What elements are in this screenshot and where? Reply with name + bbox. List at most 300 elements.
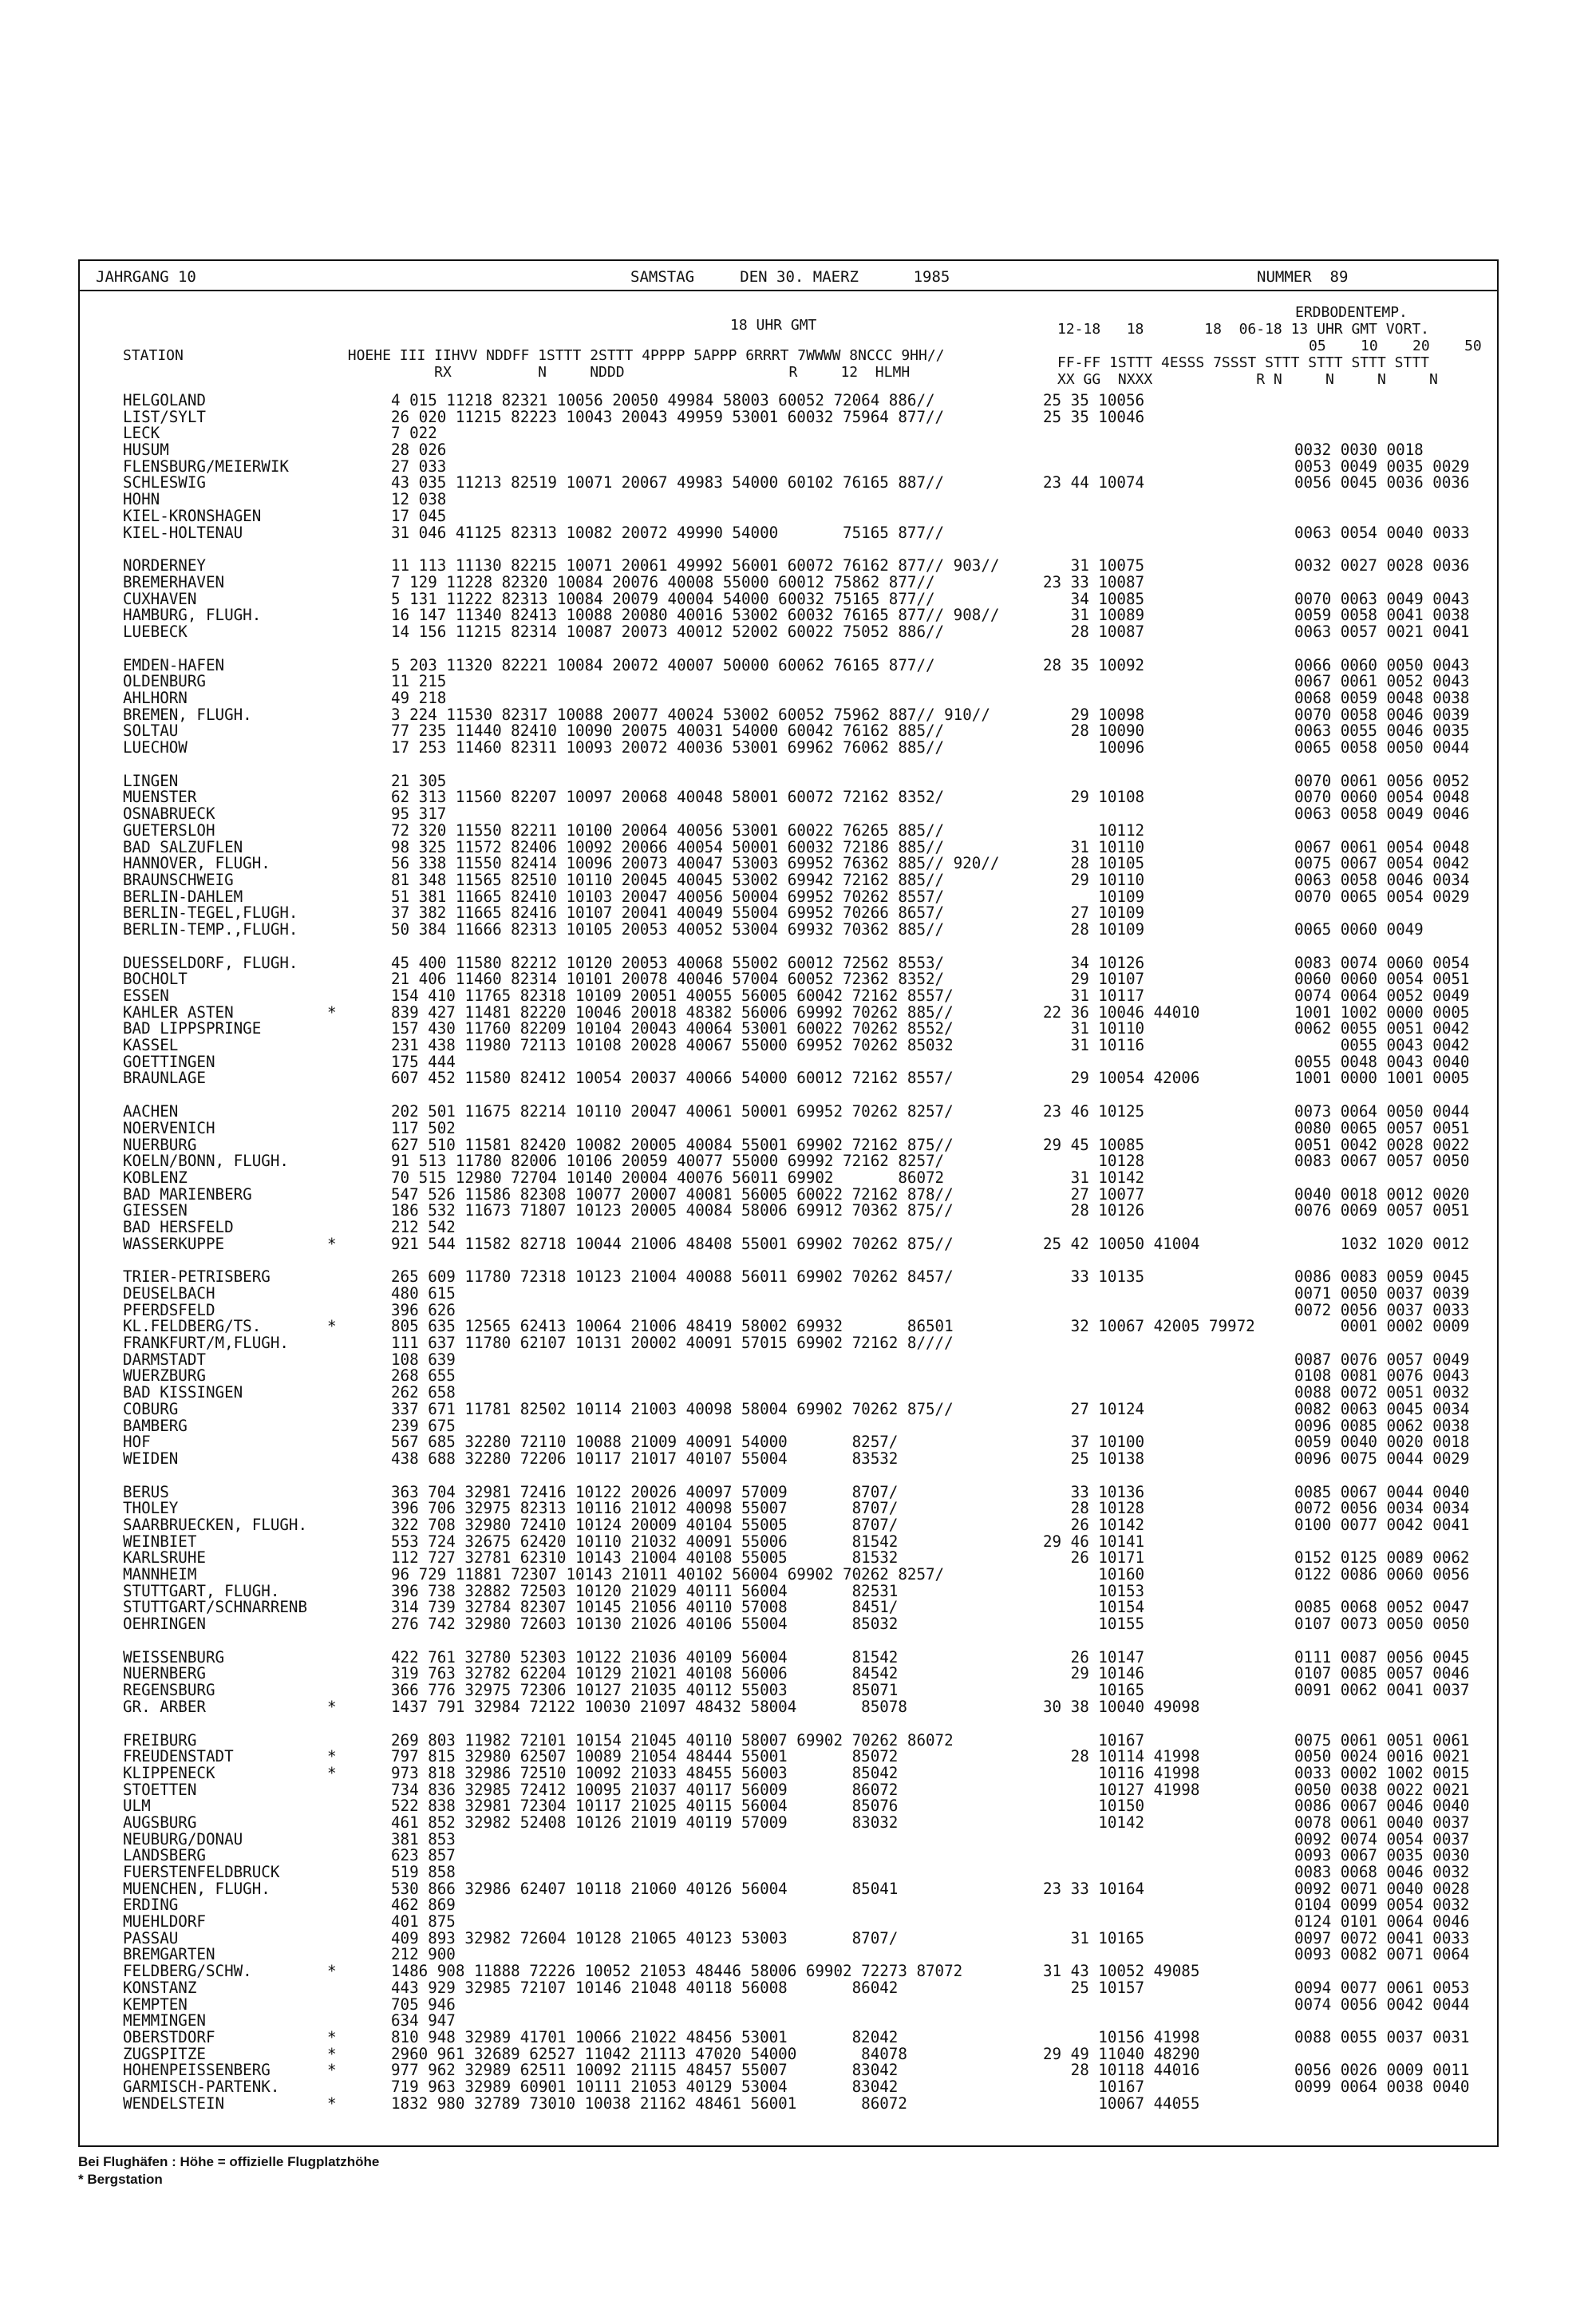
wind-temp-groups: 25 10157 [1043, 1978, 1145, 1997]
wind-temp-groups: 30 38 10040 49098 [1043, 1697, 1200, 1716]
soil-temp-values: 0051 0042 0028 0022 [1294, 1135, 1470, 1154]
table-row [80, 1947, 1497, 1963]
soil-temp-values: 0108 0081 0076 0043 [1294, 1366, 1470, 1386]
mountain-marker: * [327, 1317, 337, 1336]
observation-groups: 363 704 32981 72416 10122 20026 40097 57009 8707/ [391, 1482, 899, 1501]
station-name: KEMPTEN [123, 1995, 188, 2014]
soil-temp-values: 0066 0060 0050 0043 [1294, 655, 1470, 674]
station-name: GOETTINGEN [123, 1052, 215, 1071]
station-name: BREMGARTEN [123, 1945, 215, 1964]
station-name: HOHN [123, 490, 160, 509]
soil-temp-values: 0091 0062 0041 0037 [1294, 1681, 1470, 1700]
observation-groups: 231 438 11980 72113 10108 20028 40067 55000 69952 70262 85032 [391, 1036, 954, 1055]
station-name: LIST/SYLT [123, 407, 206, 426]
wind-temp-groups: 27 10077 [1043, 1184, 1145, 1204]
station-table [80, 393, 1497, 2112]
observation-groups: 45 400 11580 82212 10120 20053 40068 55002 60012 72562 8553/ [391, 953, 945, 972]
station-name: KAHLER ASTEN [123, 1002, 234, 1022]
table-row [80, 1451, 1497, 1468]
column-codes: STATION HOEHE III IIHVV NDDFF 1STTT 2STTT 4PPPP 5APPP 6RRRT 7WWWW 8NCCC 9HH// [123, 347, 954, 364]
table-row [80, 1418, 1497, 1435]
table-row [80, 837, 1497, 856]
soil-temp-values: 0083 0067 0057 0050 [1294, 1152, 1470, 1171]
table-row [80, 1286, 1497, 1303]
soil-temp-values: 0097 0072 0041 0033 [1294, 1928, 1470, 1947]
observation-groups: 62 313 11560 82207 10097 20068 40048 58001 60072 72162 8352/ [391, 788, 945, 807]
table-row [80, 1153, 1497, 1170]
soil-temp-values: 0065 0058 0050 0044 [1294, 738, 1470, 757]
soil-temp-values: 0040 0018 0012 0020 [1294, 1184, 1470, 1204]
wind-temp-groups: 29 10098 [1043, 705, 1145, 724]
table-row [80, 1482, 1497, 1501]
soil-temp-values: 0086 0067 0046 0040 [1294, 1797, 1470, 1816]
station-name: STUTTGART/SCHNARRENB [123, 1598, 308, 1617]
table-row [80, 475, 1497, 492]
table-row [80, 1335, 1497, 1352]
station-name: BERLIN-DAHLEM [123, 887, 243, 906]
soil-temp-values: 0111 0087 0056 0045 [1294, 1647, 1470, 1667]
table-row [80, 806, 1497, 823]
table-row [80, 1038, 1497, 1054]
soil-temp-values: 0096 0075 0044 0029 [1294, 1449, 1470, 1468]
station-name: BERUS [123, 1482, 169, 1501]
station-name: KIEL-HOLTENAU [123, 523, 243, 542]
wind-temp-groups: 10153 [1043, 1581, 1145, 1600]
soil-temp-values: 0056 0026 0009 0011 [1294, 2061, 1470, 2080]
wind-temp-groups: 10165 [1043, 1681, 1145, 1700]
observation-groups: 522 838 32981 72304 10117 21025 40115 56004 85076 [391, 1797, 899, 1816]
station-name: GIESSEN [123, 1201, 188, 1220]
station-name: MEMMINGEN [123, 2011, 206, 2030]
soil-temp-values: 0075 0067 0054 0042 [1294, 854, 1470, 873]
table-row [80, 1170, 1497, 1187]
soil-depth-headings: 05 10 20 50 [1309, 338, 1482, 354]
soil-temp-values: 0085 0068 0052 0047 [1294, 1598, 1470, 1617]
table-row [80, 988, 1497, 1005]
station-name: NOERVENICH [123, 1118, 215, 1137]
wind-temp-groups: 31 43 10052 49085 [1043, 1962, 1200, 1981]
wind-temp-groups: 28 10118 44016 [1043, 2061, 1200, 2080]
table-row [80, 1118, 1497, 1137]
wind-temp-groups: 23 44 10074 [1043, 473, 1145, 492]
observation-groups: 49 218 [391, 689, 447, 707]
observation-groups: 734 836 32985 72412 10095 21037 40117 56009 86072 [391, 1780, 899, 1799]
station-name: HELGOLAND [123, 391, 206, 409]
table-row [80, 607, 1497, 624]
observation-groups: 17 045 [391, 506, 447, 525]
wind-temp-groups: 10116 41998 [1043, 1763, 1200, 1782]
column-subcodes: RX N NDDD R 12 HLMH [123, 364, 911, 381]
soil-temp-values: 0086 0083 0059 0045 [1294, 1267, 1470, 1287]
soil-temp-values: 0062 0055 0051 0042 [1294, 1019, 1470, 1038]
soil-temp-values: 0072 0056 0037 0033 [1294, 1300, 1470, 1319]
observation-groups: 719 963 32989 60901 10111 21053 40129 53004 83042 [391, 2077, 899, 2096]
station-name: AHLHORN [123, 689, 188, 707]
soil-temp-values: 0001 0002 0009 [1294, 1317, 1470, 1336]
table-row [80, 558, 1497, 575]
station-name: PASSAU [123, 1928, 179, 1947]
table-row [80, 2062, 1497, 2079]
station-name: BAD HERSFELD [123, 1217, 234, 1236]
wind-temp-groups: 29 45 10085 [1043, 1135, 1145, 1154]
observation-groups: 70 515 12980 72704 10140 20004 40076 56011 69902 86072 [391, 1168, 945, 1187]
station-name: BAMBERG [123, 1416, 188, 1435]
soil-temp-values: 0063 0058 0049 0046 [1294, 805, 1470, 824]
observation-groups: 31 046 41125 82313 10082 20072 49990 54000 75165 877// [391, 523, 945, 542]
table-row [80, 442, 1497, 459]
table-row [80, 1682, 1497, 1699]
station-name: REGENSBURG [123, 1681, 215, 1700]
table-row [80, 572, 1497, 591]
mountain-marker: * [327, 1747, 337, 1766]
wind-temp-groups: 10155 [1043, 1615, 1145, 1634]
station-name: BOCHOLT [123, 970, 188, 989]
soil-temp-values: 0070 0065 0054 0029 [1294, 887, 1470, 906]
observation-groups: 157 430 11760 82209 10104 20043 40064 53001 60022 70262 8552/ [391, 1019, 954, 1038]
weather-table-sheet [78, 259, 1499, 2147]
table-row [80, 1434, 1497, 1451]
wind-temp-groups: 33 10136 [1043, 1482, 1145, 1501]
soil-temp-values: 0088 0055 0037 0031 [1294, 2027, 1470, 2046]
wind-temp-groups: 29 10107 [1043, 970, 1145, 989]
observation-groups: 567 685 32280 72110 10088 21009 40091 54000 8257/ [391, 1433, 899, 1452]
table-row [80, 508, 1497, 525]
observation-groups: 96 729 11881 72307 10143 21011 40102 56004 69902 70262 8257/ [391, 1565, 945, 1584]
soil-temp-values: 0070 0060 0054 0048 [1294, 788, 1470, 807]
table-row [80, 740, 1497, 757]
wind-temp-groups: 28 10126 [1043, 1201, 1145, 1220]
table-row [80, 674, 1497, 690]
observation-groups: 921 544 11582 82718 10044 21006 48408 55001 69902 70262 875// [391, 1234, 954, 1253]
station-name: KLIPPENECK [123, 1763, 215, 1782]
table-row [80, 1002, 1497, 1022]
wind-temp-groups: 10127 41998 [1043, 1780, 1200, 1799]
right-time-headings: 12-18 18 18 06-18 13 UHR GMT VORT. [1057, 321, 1429, 338]
observation-groups: 627 510 11581 82420 10082 20005 40084 55001 69902 72162 875// [391, 1135, 954, 1154]
wind-temp-groups: 28 10128 [1043, 1499, 1145, 1518]
soil-temp-values: 0107 0085 0057 0046 [1294, 1664, 1470, 1683]
soil-temp-values: 0063 0058 0046 0034 [1294, 870, 1470, 889]
table-row [80, 1997, 1497, 2014]
wind-temp-groups: 29 10108 [1043, 788, 1145, 807]
wind-temp-groups: 23 46 10125 [1043, 1102, 1145, 1121]
station-name: BRAUNSCHWEIG [123, 870, 234, 889]
station-name: LUEBECK [123, 622, 188, 641]
station-name: MANNHEIM [123, 1565, 197, 1584]
station-name: WEIDEN [123, 1449, 179, 1468]
soil-temp-heading: ERDBODENTEMP. [1295, 304, 1408, 321]
soil-temp-values: 0087 0076 0057 0049 [1294, 1350, 1470, 1369]
observation-groups: 1486 908 11888 72226 10052 21053 48446 58006 69902 72273 87072 [391, 1962, 963, 1981]
station-name: NORDERNEY [123, 556, 206, 575]
group-spacer [80, 939, 1497, 955]
observation-groups: 186 532 11673 71807 10123 20005 40084 58006 69912 70362 875// [391, 1201, 954, 1220]
station-name: KASSEL [123, 1036, 179, 1055]
group-spacer [80, 641, 1497, 658]
table-row [80, 425, 1497, 442]
station-name: GR. ARBER [123, 1697, 206, 1716]
soil-temp-values: 0122 0086 0060 0056 [1294, 1565, 1470, 1584]
table-row [80, 2046, 1497, 2063]
station-name: LECK [123, 424, 160, 443]
table-row [80, 1980, 1497, 1997]
observation-groups: 547 526 11586 82308 10077 20007 40081 56005 60022 72162 878// [391, 1184, 954, 1204]
station-name: FREUDENSTADT [123, 1747, 234, 1766]
observation-groups: 14 156 11215 82314 10087 20073 40012 52002 60022 75052 886// [391, 622, 945, 641]
observation-groups: 396 626 [391, 1300, 456, 1319]
table-row [80, 1914, 1497, 1931]
observation-groups: 2960 961 32689 62527 11042 21113 47020 54000 84078 [391, 2044, 907, 2063]
observation-groups: 1437 791 32984 72122 10030 21097 48432 58004 85078 [391, 1697, 907, 1716]
wind-temp-groups: 10160 [1043, 1565, 1145, 1584]
station-name: NEUBURG/DONAU [123, 1829, 243, 1848]
wind-temp-groups: 27 10124 [1043, 1399, 1145, 1418]
station-name: SAARBRUECKEN, FLUGH. [123, 1515, 308, 1534]
soil-temp-values: 0059 0040 0020 0018 [1294, 1433, 1470, 1452]
soil-temp-values: 0092 0071 0040 0028 [1294, 1879, 1470, 1898]
station-name: FLENSBURG/MEIERWIK [123, 457, 289, 476]
observation-groups: 797 815 32980 62507 10089 21054 48444 55001 85072 [391, 1747, 899, 1766]
station-name: WEISSENBURG [123, 1647, 225, 1667]
observation-groups: 5 131 11222 82313 10084 20079 40004 54000 60032 75165 877// [391, 589, 935, 608]
table-row [80, 1928, 1497, 1947]
observation-groups: 396 706 32975 82313 10116 21012 40098 55007 8707/ [391, 1499, 899, 1518]
observation-groups: 314 739 32784 82307 10145 21056 40110 57008 8451/ [391, 1598, 899, 1617]
wind-temp-groups: 25 35 10046 [1043, 407, 1145, 426]
observation-groups: 51 381 11665 82410 10103 20047 40056 50004 69952 70262 8557/ [391, 887, 945, 906]
mountain-marker: * [327, 1962, 337, 1981]
table-row [80, 1054, 1497, 1071]
observation-groups: 409 893 32982 72604 10128 21065 40123 53003 8707/ [391, 1928, 899, 1947]
table-row [80, 955, 1497, 972]
mountain-marker: * [327, 1002, 337, 1022]
observation-groups: 81 348 11565 82510 10110 20045 40045 53002 69942 72162 885// [391, 870, 945, 889]
soil-temp-values: 0093 0082 0071 0064 [1294, 1945, 1470, 1964]
observation-groups: 77 235 11440 82410 10090 20075 40031 54000 60042 76162 885// [391, 722, 945, 741]
soil-temp-values: 0070 0058 0046 0039 [1294, 705, 1470, 724]
table-row [80, 1798, 1497, 1815]
soil-temp-values: 0033 0002 1002 0015 [1294, 1763, 1470, 1782]
footnote-mountain-station: * Bergstation [78, 2172, 163, 2187]
station-name: WUERZBURG [123, 1366, 206, 1386]
mountain-marker: * [327, 1697, 337, 1716]
observation-groups: 21 406 11460 82314 10101 20078 40046 57004 60052 72362 8352/ [391, 970, 945, 989]
soil-temp-values: 0075 0061 0051 0061 [1294, 1730, 1470, 1750]
soil-temp-values: 0050 0024 0016 0021 [1294, 1747, 1470, 1766]
station-name: HUSUM [123, 441, 169, 460]
station-name: BRAUNLAGE [123, 1069, 206, 1088]
station-name: MUENSTER [123, 788, 197, 807]
table-row [80, 1319, 1497, 1335]
wind-temp-groups: 34 10085 [1043, 589, 1145, 608]
footnotes [78, 2153, 379, 2188]
soil-temp-values: 0063 0054 0040 0033 [1294, 523, 1470, 542]
table-row [80, 1217, 1497, 1236]
station-name: ERDING [123, 1896, 179, 1915]
soil-temp-values: 0078 0061 0040 0037 [1294, 1813, 1470, 1832]
table-row [80, 1782, 1497, 1799]
observation-groups: 319 763 32782 62204 10129 21021 40108 56006 84542 [391, 1664, 899, 1683]
station-name: BERLIN-TEMP.,FLUGH. [123, 919, 298, 939]
wind-temp-groups: 28 10114 41998 [1043, 1747, 1200, 1766]
table-row [80, 1236, 1497, 1253]
table-row [80, 624, 1497, 641]
station-name: CUXHAVEN [123, 589, 197, 608]
table-row [80, 2027, 1497, 2046]
observation-groups: 839 427 11481 82220 10046 20018 48382 56006 69992 70262 885// [391, 1002, 954, 1022]
observation-groups: 12 038 [391, 490, 447, 509]
station-name: BAD SALZUFLEN [123, 837, 243, 856]
station-name: WASSERKUPPE [123, 1234, 225, 1253]
station-name: LANDSBERG [123, 1846, 206, 1865]
table-row [80, 919, 1497, 939]
time-heading: 18 UHR GMT [730, 317, 817, 334]
station-name: HOF [123, 1433, 151, 1452]
observation-groups: 3 224 11530 82317 10088 20077 40024 53002 60052 75962 887// 910// [391, 705, 990, 724]
table-row [80, 1385, 1497, 1402]
soil-temp-values: 0071 0050 0037 0039 [1294, 1284, 1470, 1303]
soil-temp-values: 0085 0067 0044 0040 [1294, 1482, 1470, 1501]
soil-temp-values: 0067 0061 0054 0048 [1294, 837, 1470, 856]
soil-temp-values: 0059 0058 0041 0038 [1294, 606, 1470, 625]
wind-temp-groups: 29 10110 [1043, 870, 1145, 889]
station-name: ULM [123, 1797, 151, 1816]
observation-groups: 461 852 32982 52408 10126 21019 40119 57009 83032 [391, 1813, 899, 1832]
observation-groups: 337 671 11781 82502 10114 21003 40098 58004 69902 70262 875// [391, 1399, 954, 1418]
station-name: AACHEN [123, 1102, 179, 1121]
observation-groups: 202 501 11675 82214 10110 20047 40061 50001 69952 70262 8257/ [391, 1102, 954, 1121]
station-name: DARMSTADT [123, 1350, 206, 1369]
station-name: OBERSTDORF [123, 2027, 215, 2046]
wind-temp-groups: 32 10067 42005 79972 [1043, 1317, 1255, 1336]
observation-groups: 212 900 [391, 1945, 456, 1964]
wind-temp-groups: 25 10138 [1043, 1449, 1145, 1468]
observation-groups: 519 858 [391, 1863, 456, 1881]
wind-temp-groups: 29 46 10141 [1043, 1532, 1145, 1551]
observation-groups: 366 776 32975 72306 10127 21035 40112 55003 85071 [391, 1681, 899, 1700]
station-name: DUESSELDORF, FLUGH. [123, 953, 298, 972]
table-row [80, 2096, 1497, 2113]
table-row [80, 1534, 1497, 1551]
observation-groups: 322 708 32980 72410 10124 20009 40104 55005 8707/ [391, 1515, 899, 1534]
table-row [80, 1666, 1497, 1682]
table-row [80, 1500, 1497, 1517]
station-name: FELDBERG/SCHW. [123, 1962, 252, 1981]
group-spacer [80, 1633, 1497, 1650]
observation-groups: 269 803 11982 72101 10154 21045 40110 58007 69902 70262 86072 [391, 1730, 954, 1750]
wind-temp-groups: 26 10171 [1043, 1548, 1145, 1568]
soil-temp-values: 0083 0074 0060 0054 [1294, 953, 1470, 972]
table-row [80, 591, 1497, 608]
wind-temp-groups: 33 10135 [1043, 1267, 1145, 1287]
observation-groups: 268 655 [391, 1366, 456, 1386]
table-row [80, 1399, 1497, 1418]
table-row [80, 707, 1497, 724]
table-row [80, 1070, 1497, 1087]
station-name: BERLIN-TEGEL,FLUGH. [123, 903, 298, 923]
table-row [80, 1184, 1497, 1204]
station-name: NUERBURG [123, 1135, 197, 1154]
group-spacer [80, 757, 1497, 773]
observation-groups: 805 635 12565 62413 10064 21006 48419 58002 69932 86501 [391, 1317, 954, 1336]
station-name: KL.FELDBERG/TS. [123, 1317, 262, 1336]
group-spacer [80, 1252, 1497, 1269]
observation-groups: 56 338 11550 82414 10096 20073 40047 53003 69952 76362 885// 920// [391, 854, 1000, 873]
wind-temp-groups: 10167 [1043, 1730, 1145, 1750]
soil-temp-values: 0092 0074 0054 0037 [1294, 1829, 1470, 1848]
observation-groups: 1832 980 32789 73010 10038 21162 48461 56001 86072 [391, 2094, 907, 2113]
station-name: OSNABRUECK [123, 805, 215, 824]
soil-temp-values: 0074 0056 0042 0044 [1294, 1995, 1470, 2014]
wind-temp-groups: 25 35 10056 [1043, 391, 1145, 409]
soil-temp-values: 0076 0069 0057 0051 [1294, 1201, 1470, 1220]
wind-temp-groups: 23 33 10087 [1043, 572, 1145, 591]
table-row [80, 1599, 1497, 1616]
wind-temp-groups: 37 10100 [1043, 1433, 1145, 1452]
table-row [80, 1897, 1497, 1914]
group-spacer [80, 1087, 1497, 1104]
observation-groups: 7 129 11228 82320 10084 20076 40008 55000 60012 75862 877// [391, 572, 935, 591]
station-name: OEHRINGEN [123, 1615, 206, 1634]
station-name: BAD MARIENBERG [123, 1184, 252, 1204]
observation-groups: 977 962 32989 62511 10092 21115 48457 55007 83042 [391, 2061, 899, 2080]
soil-temp-values: 0074 0064 0052 0049 [1294, 986, 1470, 1005]
table-row [80, 1567, 1497, 1584]
table-row [80, 1137, 1497, 1154]
wind-temp-groups: 22 36 10046 44010 [1043, 1002, 1200, 1022]
wind-temp-groups: 31 10110 [1043, 837, 1145, 856]
group-spacer [80, 1716, 1497, 1733]
soil-temp-values: 0104 0099 0054 0032 [1294, 1896, 1470, 1915]
table-row [80, 655, 1497, 674]
wind-temp-groups: 10128 [1043, 1152, 1145, 1171]
observation-groups: 111 637 11780 62107 10131 20002 40091 57015 69902 72162 8//// [391, 1334, 954, 1353]
table-row [80, 889, 1497, 906]
station-name: KIEL-KRONSHAGEN [123, 506, 262, 525]
soil-temp-values: 0068 0059 0048 0038 [1294, 689, 1470, 707]
wind-temp-groups: 31 10089 [1043, 606, 1145, 625]
wind-temp-groups: 10109 [1043, 887, 1145, 906]
wind-temp-groups: 10156 41998 [1043, 2027, 1200, 2046]
observation-groups: 4 015 11218 82321 10056 20050 49984 58003 60052 72064 886// [391, 391, 935, 409]
observation-groups: 634 947 [391, 2011, 456, 2030]
table-row [80, 459, 1497, 476]
table-row [80, 872, 1497, 889]
observation-groups: 262 658 [391, 1383, 456, 1402]
wind-temp-groups: 10142 [1043, 1813, 1145, 1832]
table-row [80, 723, 1497, 740]
issue-number: NUMMER 89 [1257, 268, 1349, 286]
soil-temp-values: 0107 0073 0050 0050 [1294, 1615, 1470, 1634]
table-row [80, 1616, 1497, 1633]
table-row [80, 1581, 1497, 1600]
soil-temp-values: 0056 0045 0036 0036 [1294, 473, 1470, 492]
soil-temp-values: 0063 0055 0046 0035 [1294, 722, 1470, 741]
station-name: LINGEN [123, 771, 179, 790]
observation-groups: 401 875 [391, 1912, 456, 1931]
wind-temp-groups: 28 10090 [1043, 722, 1145, 741]
station-name: SCHLESWIG [123, 473, 206, 492]
soil-temp-values: 0053 0049 0035 0029 [1294, 457, 1470, 476]
table-row [80, 2013, 1497, 2030]
soil-temp-values: 0067 0061 0052 0043 [1294, 672, 1470, 691]
observation-groups: 607 452 11580 82412 10054 20037 40066 54000 60012 72162 8557/ [391, 1069, 954, 1088]
observation-groups: 43 035 11213 82519 10071 20067 49983 54000 60102 76165 887// [391, 473, 945, 492]
observation-groups: 480 615 [391, 1284, 456, 1303]
column-subcodes-right: XX GG NXXX R N N N N [1057, 371, 1438, 388]
soil-temp-values: 0073 0064 0050 0044 [1294, 1102, 1470, 1121]
station-name: ZUGSPITZE [123, 2044, 206, 2063]
